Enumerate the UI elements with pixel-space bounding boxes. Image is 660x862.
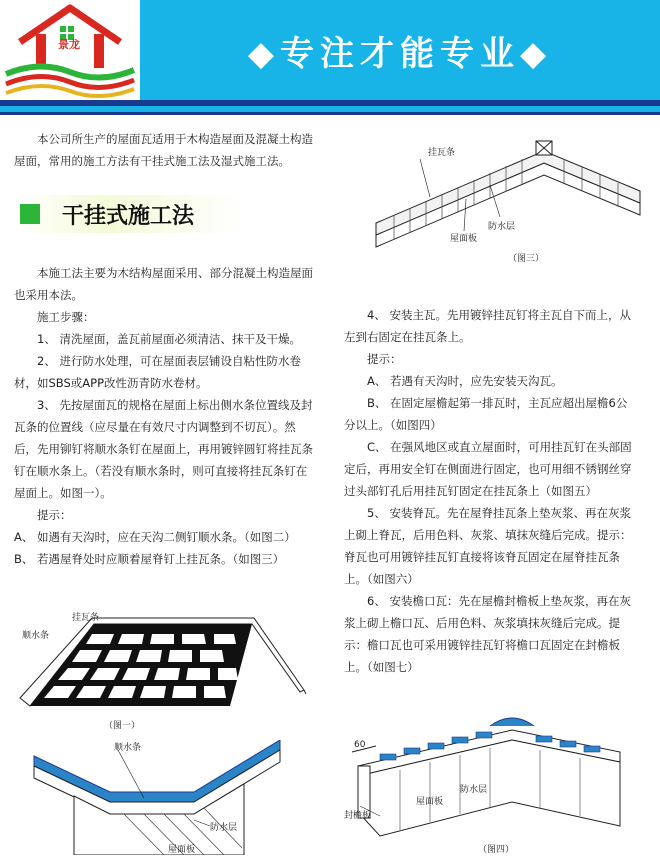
section-title: 干挂式施工法 xyxy=(62,204,195,229)
label-roof-board: 屋面板 xyxy=(416,797,444,807)
paragraph: 4、 安装主瓦。先用镀锌挂瓦钉将主瓦自下而上，从左到右固定在挂瓦条上。 xyxy=(344,308,631,344)
paragraph: A、 若遇有天沟时，应先安装天沟瓦。 xyxy=(367,374,563,388)
logo-text: 景龙 xyxy=(58,38,80,51)
figure-2 xyxy=(14,740,314,855)
eave-diagram xyxy=(340,706,658,858)
figure-3 xyxy=(370,135,650,265)
valley-diagram xyxy=(14,740,314,855)
section-heading xyxy=(14,195,244,233)
paragraph: 本施工法主要为木结构屋面采用、部分混凝土构造屋面也采用本法。 xyxy=(14,266,313,302)
label-waterproof: 防水层 xyxy=(210,823,238,833)
paragraph: 6、 安装檐口瓦：先在屋檐封檐板上垫灰浆，再在灰浆上砌上檐口瓦、后用色料、灰浆填抹灰缝后完成。提示：檐口瓦也可采用镀锌挂瓦钉将檐口瓦固定在封檐板上。（如图七） xyxy=(344,594,631,674)
paragraph: 3、 先按屋面瓦的规格在屋面上标出侧水条位置线及封瓦条的位置线（应尽量在有效尺寸内调整到不切瓦）。然后，先用铆钉将顺水条钉在屋面上，再用镀锌圆钉将挂瓦条钉在顺水条上。（若没有顺水条时，则可直接将挂瓦条钉在屋面上。如图一）。 xyxy=(14,398,313,500)
page-header xyxy=(0,0,660,118)
paragraph: 提示： xyxy=(37,508,72,522)
paragraph: B、 若遇屋脊处时应顺着屋脊钉上挂瓦条。（如图三） xyxy=(14,552,285,566)
left-text-column xyxy=(14,262,314,570)
figure-1 xyxy=(14,610,314,732)
label-counter-batten: 顺水条 xyxy=(114,743,142,753)
batten-grid-diagram xyxy=(14,610,314,732)
ridge-diagram xyxy=(370,135,650,265)
label-waterproof: 防水层 xyxy=(460,785,488,795)
logo xyxy=(0,0,140,100)
paragraph: 施工步骤： xyxy=(37,310,95,324)
paragraph: 1、 清洗屋面，盖瓦前屋面必须清洁、抹干及干燥。 xyxy=(37,332,301,346)
slogan-banner xyxy=(140,0,660,100)
label-waterproof: 防水层 xyxy=(488,222,516,232)
paragraph: 2、 进行防水处理，可在屋面表层铺设自粘性防水卷材，如SBS或APP改性沥青防水卷材。 xyxy=(14,354,301,390)
right-text-column xyxy=(344,304,636,678)
figure-4 xyxy=(340,706,658,858)
figure-caption: （图四） xyxy=(478,845,515,855)
intro-paragraph: 本公司所生产的屋面瓦适用于木构造屋面及混凝土构造屋面，常用的施工方法有干挂式施工法及湿式施工法。 xyxy=(14,132,313,168)
figure-caption: （图三） xyxy=(508,254,545,264)
paragraph: 5、 安装脊瓦。先在屋脊挂瓦条上垫灰浆、再在灰浆上砌上脊瓦，后用色料、灰浆、填抹灰缝后完成。提示：脊瓦也可用镀锌挂瓦钉直接将该脊瓦固定在屋脊挂瓦条上。（如图六） xyxy=(344,506,632,586)
figure-caption: （图一） xyxy=(104,721,141,731)
label-counter-batten: 顺水条 xyxy=(22,631,50,641)
paragraph: 提示： xyxy=(367,352,402,366)
label-roof-board: 屋面板 xyxy=(450,234,478,244)
slogan-text: ◆专注才能专业◆ xyxy=(247,34,553,74)
green-square-icon xyxy=(20,204,40,224)
paragraph: A、 如遇有天沟时，应在天沟二侧钉顺水条。（如图二） xyxy=(14,530,296,544)
paragraph: B、 在固定屋檐起第一排瓦时，主瓦应超出屋檐6公分以上。（如图四） xyxy=(344,396,628,432)
header-stripe xyxy=(0,112,660,115)
paragraph: C、 在强风地区或直立屋面时，可用挂瓦钉在头部固定后，再用安全钉在侧面进行固定，也可用细不锈钢丝穿过头部钉孔后用挂瓦钉固定在挂瓦条上（如图五） xyxy=(344,440,632,498)
label-fascia: 封檐板 xyxy=(344,811,372,821)
label-batten: 挂瓦条 xyxy=(72,613,100,623)
dimension-label: 60 xyxy=(354,740,366,750)
label-roof-board: 屋面板 xyxy=(168,845,196,855)
label-batten: 挂瓦条 xyxy=(428,148,456,158)
